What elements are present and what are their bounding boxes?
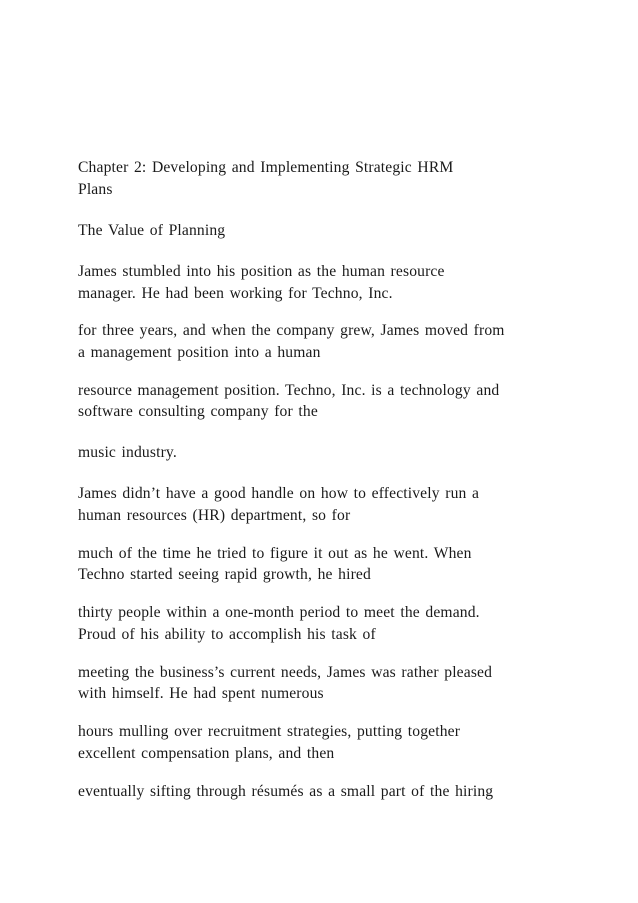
- body-text-line: resource management position. Techno, Inc. is a technology and: [78, 382, 500, 399]
- body-text-line: manager. He had been working for Techno, Inc.: [78, 285, 393, 302]
- body-text-line: excellent compensation plans, and then: [78, 745, 335, 762]
- body-text-line: Techno started seeing rapid growth, he hired: [78, 566, 371, 583]
- body-text-line: music industry.: [78, 444, 177, 461]
- body-text-line: Proud of his ability to accomplish his task of: [78, 626, 376, 643]
- body-text-line: thirty people within a one-month period to meet the demand.: [78, 604, 480, 621]
- body-text-line: eventually sifting through résumés as a small part of the hiring: [78, 783, 494, 800]
- body-text-line: James didn’t have a good handle on how to effectively run a: [78, 485, 480, 502]
- body-text-line: for three years, and when the company grew, James moved from: [78, 322, 505, 339]
- body-text-line: a management position into a human: [78, 344, 321, 361]
- body-text-line: software consulting company for the: [78, 403, 318, 420]
- body-text-line: James stumbled into his position as the human resource: [78, 263, 445, 280]
- body-text-line: human resources (HR) department, so for: [78, 507, 351, 524]
- body-text-line: much of the time he tried to figure it out as he went. When: [78, 545, 472, 562]
- body-text-line: with himself. He had spent numerous: [78, 685, 324, 702]
- chapter-title-line-1: Chapter 2: Developing and Implementing Strategic HRM: [78, 159, 454, 176]
- body-text-line: hours mulling over recruitment strategies, putting together: [78, 723, 461, 740]
- chapter-title-line-2: Plans: [78, 181, 113, 198]
- section-heading: The Value of Planning: [78, 222, 226, 239]
- body-text-line: meeting the business’s current needs, James was rather pleased: [78, 664, 493, 681]
